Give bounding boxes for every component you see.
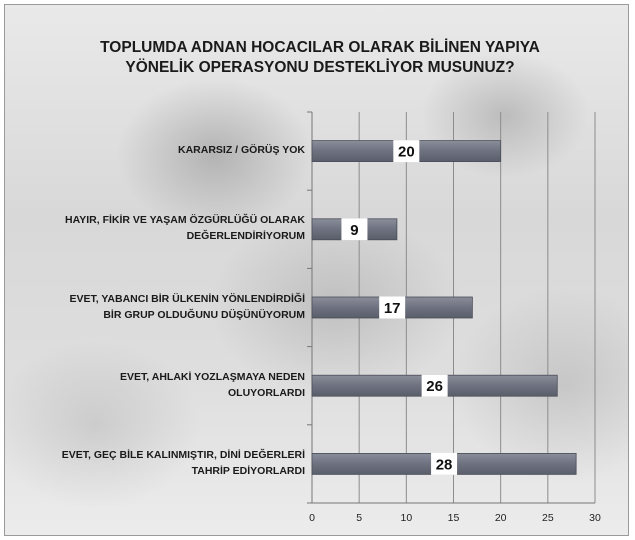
category-label-3-line-0: EVET, AHLAKİ YOZLAŞMAYA NEDEN bbox=[120, 370, 305, 383]
x-tick-label-10: 10 bbox=[400, 512, 413, 524]
data-label-3: 26 bbox=[426, 378, 443, 396]
category-label-0-line-0: KARARSIZ / GÖRÜŞ YOK bbox=[178, 144, 305, 157]
x-tick-label-20: 20 bbox=[494, 512, 507, 524]
category-label-2-line-1: BİR GRUP OLDUĞUNU DÜŞÜNÜYORUM bbox=[103, 308, 305, 321]
category-label-1-line-0: HAYIR, FİKİR VE YAŞAM ÖZGÜRLÜĞÜ OLARAK bbox=[65, 214, 305, 227]
x-tick-label-0: 0 bbox=[309, 512, 315, 524]
category-label-2-line-0: EVET, YABANCI BİR ÜLKENİN YÖNLENDİRDİĞİ bbox=[69, 292, 305, 305]
bar-chart bbox=[5, 5, 629, 536]
x-tick-label-30: 30 bbox=[589, 512, 601, 524]
category-label-3-line-1: OLUYORLARDI bbox=[228, 386, 305, 399]
data-label-1: 9 bbox=[350, 221, 359, 239]
data-label-4: 28 bbox=[435, 456, 453, 474]
x-tick-label-15: 15 bbox=[447, 512, 460, 524]
chart-title-line-2: YÖNELİK OPERASYONU DESTEKLİYOR MUSUNUZ? bbox=[125, 59, 515, 76]
x-tick-label-5: 5 bbox=[356, 512, 363, 524]
chart-title-line-1: TOPLUMDA ADNAN HOCACILAR OLARAK BİLİNEN YAPIYA bbox=[100, 39, 540, 56]
data-label-2: 17 bbox=[383, 300, 401, 317]
category-label-4-line-1: TAHRİP EDİYORLARDI bbox=[191, 464, 305, 477]
chart-frame bbox=[4, 4, 629, 536]
category-label-4-line-0: EVET, GEÇ BİLE KALINMIŞTIR, DİNİ DEĞERLERİ bbox=[61, 448, 305, 461]
x-tick-label-25: 25 bbox=[541, 512, 554, 524]
category-label-1-line-1: DEĞERLENDİRİYORUM bbox=[186, 230, 305, 243]
data-label-0: 20 bbox=[397, 143, 415, 161]
